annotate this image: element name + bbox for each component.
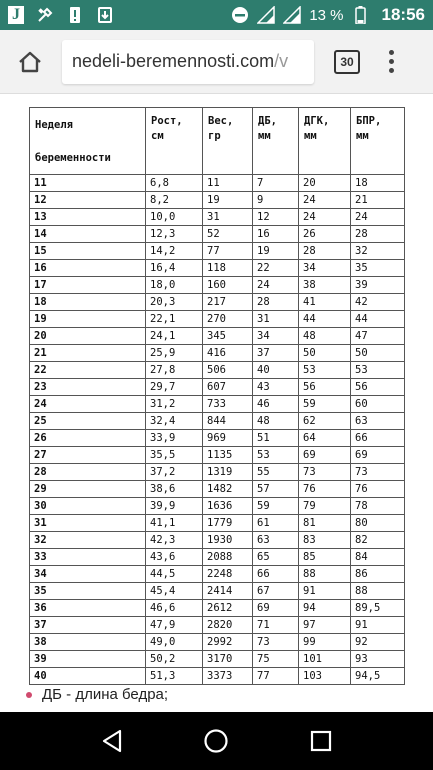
cell-dgk: 34 <box>299 260 351 277</box>
header-bpr: БПР, мм <box>351 108 405 175</box>
cell-db: 65 <box>253 549 299 566</box>
cell-dgk: 83 <box>299 532 351 549</box>
cell-db: 31 <box>253 311 299 328</box>
cell-weight: 11 <box>203 175 253 192</box>
cell-db: 28 <box>253 294 299 311</box>
cell-weight: 2248 <box>203 566 253 583</box>
cell-week: 28 <box>30 464 146 481</box>
cell-week: 22 <box>30 362 146 379</box>
cell-height: 14,2 <box>146 243 203 260</box>
cell-dgk: 24 <box>299 209 351 226</box>
cell-weight: 969 <box>203 430 253 447</box>
cell-weight: 733 <box>203 396 253 413</box>
cell-height: 20,3 <box>146 294 203 311</box>
cell-week: 37 <box>30 617 146 634</box>
cell-height: 51,3 <box>146 668 203 685</box>
cell-db: 16 <box>253 226 299 243</box>
back-icon <box>101 729 123 753</box>
cell-db: 34 <box>253 328 299 345</box>
bullet-icon <box>26 692 32 698</box>
cell-db: 71 <box>253 617 299 634</box>
cell-week: 17 <box>30 277 146 294</box>
table-row <box>30 651 405 668</box>
cell-dgk: 99 <box>299 634 351 651</box>
cell-height: 44,5 <box>146 566 203 583</box>
cell-dgk: 50 <box>299 345 351 362</box>
table-row <box>30 345 405 362</box>
cell-week: 11 <box>30 175 146 192</box>
cell-bpr: 93 <box>351 651 405 668</box>
recents-button[interactable] <box>301 721 341 761</box>
cell-week: 38 <box>30 634 146 651</box>
cell-bpr: 86 <box>351 566 405 583</box>
table-row <box>30 617 405 634</box>
cell-height: 12,3 <box>146 226 203 243</box>
clock: 18:56 <box>381 5 425 24</box>
cell-height: 18,0 <box>146 277 203 294</box>
cell-bpr: 82 <box>351 532 405 549</box>
cell-dgk: 79 <box>299 498 351 515</box>
cell-dgk: 101 <box>299 651 351 668</box>
cell-week: 19 <box>30 311 146 328</box>
cell-db: 48 <box>253 413 299 430</box>
cell-db: 55 <box>253 464 299 481</box>
cell-weight: 2820 <box>203 617 253 634</box>
cell-dgk: 81 <box>299 515 351 532</box>
cell-height: 37,2 <box>146 464 203 481</box>
tools-icon <box>36 6 54 24</box>
cell-bpr: 50 <box>351 345 405 362</box>
cell-bpr: 91 <box>351 617 405 634</box>
cell-db: 19 <box>253 243 299 260</box>
cell-dgk: 44 <box>299 311 351 328</box>
cell-bpr: 73 <box>351 464 405 481</box>
legend-item <box>26 686 168 703</box>
cell-dgk: 69 <box>299 447 351 464</box>
cell-week: 29 <box>30 481 146 498</box>
cell-weight: 1135 <box>203 447 253 464</box>
cell-weight: 506 <box>203 362 253 379</box>
cell-height: 6,8 <box>146 175 203 192</box>
cell-db: 61 <box>253 515 299 532</box>
cell-weight: 270 <box>203 311 253 328</box>
page-content[interactable] <box>0 95 433 712</box>
cell-weight: 3373 <box>203 668 253 685</box>
cell-week: 39 <box>30 651 146 668</box>
table-row <box>30 277 405 294</box>
battery-percent: 13 % <box>309 6 344 24</box>
cell-bpr: 69 <box>351 447 405 464</box>
cell-dgk: 38 <box>299 277 351 294</box>
cell-week: 20 <box>30 328 146 345</box>
cell-weight: 844 <box>203 413 253 430</box>
cell-bpr: 88 <box>351 583 405 600</box>
battery-icon <box>352 6 370 24</box>
cell-week: 13 <box>30 209 146 226</box>
cell-weight: 160 <box>203 277 253 294</box>
address-bar[interactable] <box>62 40 314 84</box>
cell-db: 43 <box>253 379 299 396</box>
cell-height: 35,5 <box>146 447 203 464</box>
table-row <box>30 549 405 566</box>
cell-week: 33 <box>30 549 146 566</box>
cell-week: 12 <box>30 192 146 209</box>
cell-dgk: 85 <box>299 549 351 566</box>
url-domain: nedeli-beremennosti.com <box>72 51 275 71</box>
cell-height: 32,4 <box>146 413 203 430</box>
cell-bpr: 32 <box>351 243 405 260</box>
alert-icon <box>66 6 84 24</box>
cell-week: 32 <box>30 532 146 549</box>
cell-weight: 1636 <box>203 498 253 515</box>
cell-db: 51 <box>253 430 299 447</box>
cell-height: 16,4 <box>146 260 203 277</box>
cell-weight: 19 <box>203 192 253 209</box>
signal-icon <box>257 6 275 24</box>
cell-week: 21 <box>30 345 146 362</box>
cell-bpr: 94,5 <box>351 668 405 685</box>
cell-db: 46 <box>253 396 299 413</box>
cell-dgk: 41 <box>299 294 351 311</box>
cell-week: 35 <box>30 583 146 600</box>
table-row <box>30 566 405 583</box>
cell-height: 10,0 <box>146 209 203 226</box>
cell-height: 31,2 <box>146 396 203 413</box>
cell-weight: 3170 <box>203 651 253 668</box>
cell-week: 25 <box>30 413 146 430</box>
header-week <box>30 108 146 175</box>
table-row <box>30 464 405 481</box>
cell-bpr: 63 <box>351 413 405 430</box>
cell-bpr: 56 <box>351 379 405 396</box>
cell-height: 42,3 <box>146 532 203 549</box>
cell-dgk: 56 <box>299 379 351 396</box>
cell-height: 24,1 <box>146 328 203 345</box>
cell-bpr: 42 <box>351 294 405 311</box>
home-nav-button[interactable] <box>196 721 236 761</box>
cell-db: 63 <box>253 532 299 549</box>
table-row <box>30 515 405 532</box>
cell-height: 8,2 <box>146 192 203 209</box>
cell-height: 39,9 <box>146 498 203 515</box>
cell-height: 50,2 <box>146 651 203 668</box>
cell-height: 38,6 <box>146 481 203 498</box>
cell-dgk: 62 <box>299 413 351 430</box>
cell-week: 30 <box>30 498 146 515</box>
table-row <box>30 447 405 464</box>
cell-height: 43,6 <box>146 549 203 566</box>
back-button[interactable] <box>92 721 132 761</box>
table-row <box>30 668 405 685</box>
cell-height: 27,8 <box>146 362 203 379</box>
cell-height: 49,0 <box>146 634 203 651</box>
cell-week: 24 <box>30 396 146 413</box>
cell-bpr: 66 <box>351 430 405 447</box>
home-icon <box>17 50 43 74</box>
cell-week: 16 <box>30 260 146 277</box>
cell-height: 45,4 <box>146 583 203 600</box>
cell-week: 14 <box>30 226 146 243</box>
cell-week: 23 <box>30 379 146 396</box>
cell-week: 34 <box>30 566 146 583</box>
header-dgk: ДГК, мм <box>299 108 351 175</box>
cell-weight: 1319 <box>203 464 253 481</box>
navigation-bar <box>0 712 433 770</box>
cell-db: 66 <box>253 566 299 583</box>
cell-weight: 1482 <box>203 481 253 498</box>
table-row <box>30 311 405 328</box>
cell-height: 25,9 <box>146 345 203 362</box>
header-week-line2: беременности <box>35 152 111 164</box>
table-row <box>30 532 405 549</box>
cell-dgk: 76 <box>299 481 351 498</box>
cell-height: 29,7 <box>146 379 203 396</box>
cell-dgk: 94 <box>299 600 351 617</box>
table-row <box>30 175 405 192</box>
table-row <box>30 226 405 243</box>
cell-dgk: 91 <box>299 583 351 600</box>
cell-db: 53 <box>253 447 299 464</box>
home-button[interactable] <box>10 42 50 82</box>
cell-weight: 2992 <box>203 634 253 651</box>
cell-dgk: 88 <box>299 566 351 583</box>
cell-dgk: 24 <box>299 192 351 209</box>
table-row <box>30 413 405 430</box>
cell-db: 40 <box>253 362 299 379</box>
cell-db: 37 <box>253 345 299 362</box>
cell-bpr: 44 <box>351 311 405 328</box>
cell-db: 12 <box>253 209 299 226</box>
cell-db: 77 <box>253 668 299 685</box>
cell-weight: 345 <box>203 328 253 345</box>
cell-db: 24 <box>253 277 299 294</box>
cell-bpr: 53 <box>351 362 405 379</box>
cell-bpr: 18 <box>351 175 405 192</box>
cell-dgk: 64 <box>299 430 351 447</box>
browser-toolbar <box>0 30 433 94</box>
cell-db: 22 <box>253 260 299 277</box>
table-row <box>30 192 405 209</box>
cell-bpr: 39 <box>351 277 405 294</box>
status-bar <box>0 0 433 30</box>
recents-icon <box>310 730 332 752</box>
cell-weight: 118 <box>203 260 253 277</box>
header-week-line1: Неделя <box>35 119 73 131</box>
cell-weight: 31 <box>203 209 253 226</box>
cell-dgk: 59 <box>299 396 351 413</box>
signal-2-icon <box>283 6 301 24</box>
cell-weight: 2088 <box>203 549 253 566</box>
cell-bpr: 92 <box>351 634 405 651</box>
cell-bpr: 21 <box>351 192 405 209</box>
cell-db: 59 <box>253 498 299 515</box>
cell-bpr: 24 <box>351 209 405 226</box>
cell-db: 7 <box>253 175 299 192</box>
cell-week: 31 <box>30 515 146 532</box>
cell-weight: 2612 <box>203 600 253 617</box>
overflow-menu-button[interactable] <box>386 50 396 73</box>
tab-switcher-button[interactable]: 30 <box>334 50 360 74</box>
table-row <box>30 294 405 311</box>
cell-weight: 607 <box>203 379 253 396</box>
cell-weight: 2414 <box>203 583 253 600</box>
fetal-growth-table <box>29 107 405 685</box>
cell-bpr: 78 <box>351 498 405 515</box>
cell-bpr: 84 <box>351 549 405 566</box>
cell-dgk: 48 <box>299 328 351 345</box>
table-row <box>30 583 405 600</box>
cell-bpr: 76 <box>351 481 405 498</box>
cell-bpr: 47 <box>351 328 405 345</box>
table-row <box>30 498 405 515</box>
cell-db: 75 <box>253 651 299 668</box>
table-row <box>30 481 405 498</box>
table-row <box>30 209 405 226</box>
cell-height: 41,1 <box>146 515 203 532</box>
fetal-growth-table-wrapper <box>29 107 404 685</box>
cell-weight: 77 <box>203 243 253 260</box>
cell-dgk: 26 <box>299 226 351 243</box>
cell-week: 27 <box>30 447 146 464</box>
table-row <box>30 396 405 413</box>
header-height: Рост, см <box>146 108 203 175</box>
url-path: /v <box>274 51 289 71</box>
table-row <box>30 600 405 617</box>
cell-bpr: 28 <box>351 226 405 243</box>
cell-height: 22,1 <box>146 311 203 328</box>
cell-bpr: 35 <box>351 260 405 277</box>
cell-week: 18 <box>30 294 146 311</box>
app-j-icon: J <box>8 6 24 24</box>
cell-height: 47,9 <box>146 617 203 634</box>
cell-week: 36 <box>30 600 146 617</box>
cell-dgk: 53 <box>299 362 351 379</box>
download-icon <box>96 6 114 24</box>
cell-db: 57 <box>253 481 299 498</box>
cell-db: 67 <box>253 583 299 600</box>
cell-db: 9 <box>253 192 299 209</box>
cell-height: 33,9 <box>146 430 203 447</box>
cell-weight: 416 <box>203 345 253 362</box>
cell-dgk: 73 <box>299 464 351 481</box>
cell-dgk: 20 <box>299 175 351 192</box>
dot-icon <box>389 68 394 73</box>
cell-weight: 1779 <box>203 515 253 532</box>
cell-height: 46,6 <box>146 600 203 617</box>
cell-weight: 52 <box>203 226 253 243</box>
table-row <box>30 634 405 651</box>
table-row <box>30 243 405 260</box>
table-body <box>30 175 405 685</box>
header-db: ДБ, мм <box>253 108 299 175</box>
dot-icon <box>389 59 394 64</box>
table-row <box>30 379 405 396</box>
cell-bpr: 89,5 <box>351 600 405 617</box>
table-row <box>30 362 405 379</box>
cell-dgk: 97 <box>299 617 351 634</box>
table-row <box>30 430 405 447</box>
cell-weight: 217 <box>203 294 253 311</box>
do-not-disturb-icon <box>231 6 249 24</box>
legend-text: ДБ - длина бедра; <box>42 686 169 703</box>
cell-bpr: 60 <box>351 396 405 413</box>
cell-week: 26 <box>30 430 146 447</box>
dot-icon <box>389 50 394 55</box>
table-row <box>30 260 405 277</box>
table-row <box>30 328 405 345</box>
cell-weight: 1930 <box>203 532 253 549</box>
cell-db: 69 <box>253 600 299 617</box>
cell-bpr: 80 <box>351 515 405 532</box>
cell-week: 15 <box>30 243 146 260</box>
home-circle-icon <box>203 728 229 754</box>
cell-dgk: 103 <box>299 668 351 685</box>
cell-dgk: 28 <box>299 243 351 260</box>
cell-db: 73 <box>253 634 299 651</box>
table-header-row <box>30 108 405 175</box>
header-weight: Вес, гр <box>203 108 253 175</box>
cell-week: 40 <box>30 668 146 685</box>
